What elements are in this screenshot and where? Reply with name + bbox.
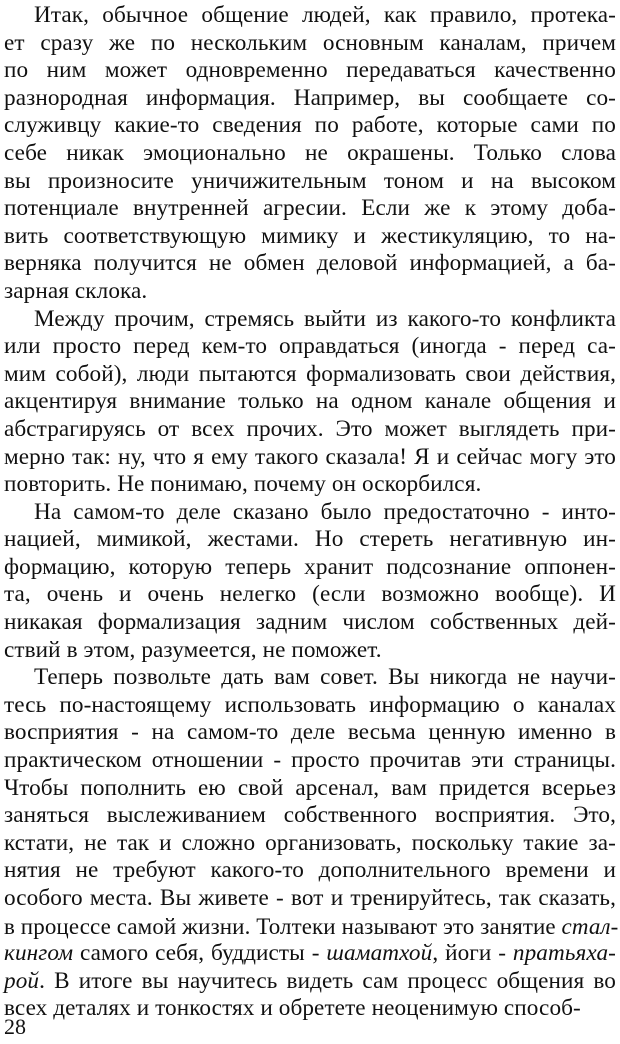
- text-run: служивцу какие-то сведения по работе, которые сами по: [4, 112, 616, 139]
- text-run: кстати, не так и сложно организовать, поскольку такие за-: [4, 829, 616, 856]
- text-run: Итак, обычное общение людей, как правило, протека-: [34, 2, 616, 28]
- text-line: [0, 857, 620, 885]
- text-line: [0, 885, 620, 913]
- text-line: [0, 499, 620, 527]
- text-run: формацию, которую теперь хранит подсознание оппонен-: [4, 553, 616, 580]
- text-line: [0, 554, 620, 582]
- text-line: [0, 471, 620, 499]
- text-line: [0, 637, 620, 665]
- text-line: [0, 913, 620, 941]
- text-run: верняка получится не обмен деловой информацией, а ба-: [4, 250, 616, 277]
- text-run: , йоги -: [432, 940, 513, 967]
- text-run: . В итоге вы научитесь видеть сам процесс общения во: [39, 967, 616, 994]
- text-line: [0, 333, 620, 361]
- italic-term: кингом: [4, 940, 74, 967]
- text-line: [0, 168, 620, 196]
- text-line: [0, 609, 620, 637]
- text-run: самого себя, буддисты -: [73, 940, 327, 967]
- paragraph: [0, 306, 620, 499]
- italic-term: пратьяха-: [512, 940, 616, 967]
- text-run: или просто перед кем-то оправдаться (иногда - перед са-: [4, 333, 616, 360]
- text-run: зарная склока.: [4, 277, 148, 304]
- text-run: акцентируя внимание только на одном канале общения и: [4, 388, 616, 415]
- text-line: [0, 747, 620, 775]
- text-run: вить соответствующую мимику и жестикуляцию, то на-: [4, 222, 616, 249]
- text-run: та, очень и очень нелегко (если возможно вообще). И: [4, 581, 616, 608]
- text-line: [0, 361, 620, 389]
- paragraph: [0, 499, 620, 665]
- text-line: [0, 664, 620, 692]
- text-line: [0, 940, 620, 968]
- text-line: [0, 2, 620, 30]
- text-run: На самом-то деле сказано было предостаточно - инто-: [34, 498, 616, 525]
- italic-term: шаматхой: [326, 940, 433, 967]
- text-line: [0, 968, 620, 996]
- text-line: [0, 581, 620, 609]
- text-line: [0, 775, 620, 803]
- text-run: практическом отношении - просто прочитав эти страницы.: [4, 747, 616, 774]
- text-run: в процессе самой жизни. Толтеки называют это занятие: [4, 913, 562, 939]
- text-line: [0, 306, 620, 334]
- text-run: разнородная информация. Например, вы сообщаете со-: [4, 84, 616, 111]
- text-line: [0, 85, 620, 113]
- text-run: нацией, мимикой, жестами. Но стереть негативную ин-: [4, 526, 616, 553]
- text-line: [0, 250, 620, 278]
- page-number: 28: [4, 1014, 26, 1039]
- text-line: [0, 112, 620, 140]
- text-line: [0, 830, 620, 858]
- text-run: себе никак эмоционально не окрашены. Только слова: [4, 139, 616, 166]
- text-line: [0, 30, 620, 58]
- paragraph: [0, 2, 620, 306]
- text-run: заняться выслеживанием собственного восприятия. Это,: [4, 802, 616, 829]
- text-run: восприятия - на самом-то деле весьма ценную именно в: [4, 719, 616, 746]
- text-run: никакая формализация задним числом собственных дей-: [4, 609, 616, 636]
- paragraph: [0, 664, 620, 1023]
- text-run: мерно так: ну, что я ему такого сказала! Я и сейчас могу это: [4, 443, 616, 470]
- text-run: ствий в этом, разумеется, не поможет.: [4, 636, 382, 663]
- text-line: [0, 719, 620, 747]
- italic-term: стал-: [561, 913, 619, 939]
- text-line: [0, 195, 620, 223]
- text-line: [0, 692, 620, 720]
- text-run: вы произносите уничижительным тоном и на высоком: [4, 167, 616, 194]
- text-run: нятия не требуют какого-то дополнительного времени и: [4, 857, 616, 884]
- text-line: [0, 388, 620, 416]
- text-line: [0, 526, 620, 554]
- text-line: [0, 57, 620, 85]
- text-run: по ним может одновременно передаваться качественно: [4, 57, 616, 84]
- text-line: [0, 140, 620, 168]
- text-run: Чтобы пополнить ею свой арсенал, вам придется всерьез: [4, 774, 616, 801]
- text-run: повторить. Не понимаю, почему он оскорбился.: [4, 471, 482, 498]
- text-run: мим собой), люди пытаются формализовать свои действия,: [4, 360, 616, 387]
- italic-term: рой: [4, 967, 40, 994]
- text-run: Между прочим, стремясь выйти из какого-то конфликта: [34, 305, 616, 332]
- text-run: особого места. Вы живете - вот и тренируйтесь, так сказать,: [4, 885, 616, 911]
- text-line: [0, 802, 620, 830]
- text-run: ет сразу же по нескольким основным каналам, причем: [4, 29, 616, 56]
- text-run: всех деталях и тонкостях и обретете неоценимую способ-: [4, 995, 581, 1022]
- text-line: [0, 278, 620, 306]
- text-run: абстрагируясь от всех прочих. Это может выглядеть при-: [4, 415, 616, 442]
- text-line: [0, 444, 620, 472]
- text-run: тесь по-настоящему использовать информацию о каналах: [4, 691, 616, 718]
- text-line: [0, 995, 620, 1023]
- text-line: [0, 416, 620, 444]
- text-run: потенциале внутренней агресии. Если же к этому добa-: [4, 195, 616, 222]
- body-text: [0, 2, 620, 1023]
- text-line: [0, 223, 620, 251]
- text-run: Теперь позвольте дать вам совет. Вы никогда не научи-: [34, 664, 616, 691]
